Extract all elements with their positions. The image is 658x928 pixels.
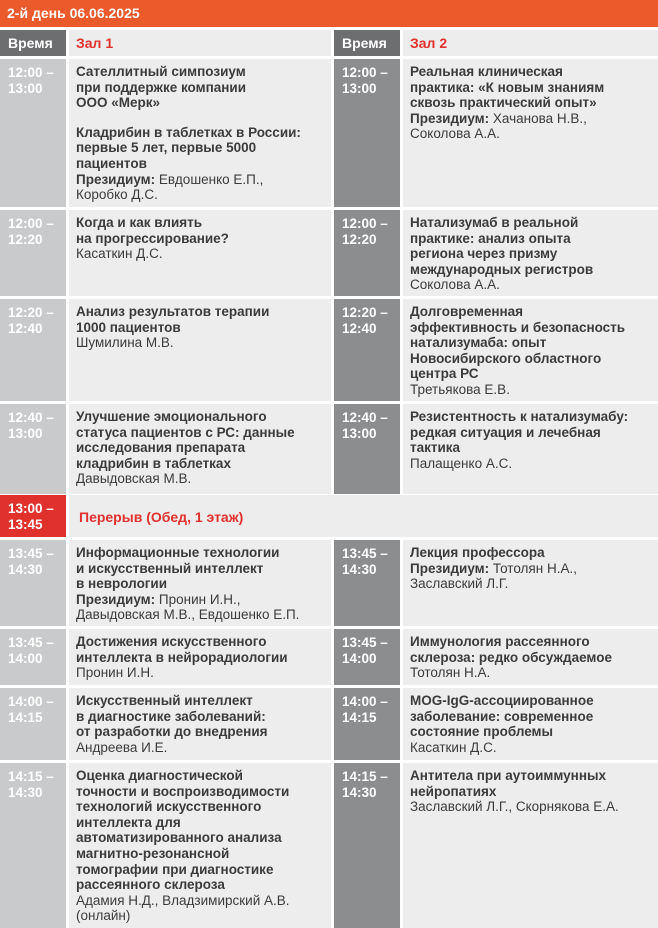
presidium-label: Президиум:	[76, 171, 156, 187]
time-end: 13:00	[8, 426, 43, 441]
session-title: на прогрессирование?	[76, 230, 229, 246]
session-line	[410, 382, 654, 398]
session-title: Сателлитный симпозиум	[76, 64, 246, 79]
speaker-names: Адамия Н.Д., Владзимирский А.В.	[76, 892, 290, 908]
session-line	[410, 665, 654, 681]
session-title: статуса пациентов с РС: данные	[76, 424, 295, 440]
session-line	[76, 607, 327, 623]
time-end: 12:20	[342, 232, 377, 247]
session-title: Кладрибин в таблетках в России:	[76, 124, 301, 140]
session-line	[410, 111, 654, 127]
speaker-names: Тотолян Н.А.,	[489, 560, 577, 576]
hall2b-session	[403, 540, 658, 626]
session-line	[76, 724, 327, 740]
session-line	[410, 709, 654, 725]
session-title: заболевание: современное	[410, 708, 594, 724]
session-title: интеллекта для	[76, 814, 181, 830]
session-line	[410, 440, 654, 456]
session-line	[76, 693, 327, 709]
time-end: 12:40	[342, 321, 377, 336]
session-line	[410, 366, 654, 382]
session-title: от разработки до внедрения	[76, 724, 268, 740]
hall-1-header: Зал 1	[69, 30, 331, 56]
hall1b-session	[69, 763, 331, 928]
day-header: 2-й день 06.06.2025	[0, 0, 658, 27]
session-line	[76, 335, 327, 351]
speaker-names: Пронин И.Н.,	[155, 591, 241, 607]
time-start: 14:15 –	[8, 769, 54, 784]
session-title: MOG-IgG-ассоциированное	[410, 693, 594, 708]
session-line	[76, 846, 327, 862]
session-line	[410, 634, 654, 650]
session-line	[76, 634, 327, 650]
time-start: 12:00 –	[8, 216, 54, 231]
hall1-session-time	[0, 404, 66, 494]
session-title: пациентов	[76, 155, 147, 171]
session-line	[410, 768, 654, 784]
hall2b-session	[403, 688, 658, 760]
speaker-names: (онлайн)	[76, 908, 131, 924]
session-title: Достижения искусственного	[76, 634, 267, 649]
session-line	[76, 740, 327, 756]
presidium-label: Президиум:	[76, 591, 156, 607]
session-line	[76, 877, 327, 893]
time-start: 12:40 –	[342, 410, 388, 425]
time-column-header-right: Время	[334, 30, 400, 56]
session-title: эффективность и безопасность	[410, 319, 626, 335]
speaker-names: Тотолян Н.А.	[410, 665, 491, 681]
session-title: Резистентность к натализумабу:	[410, 409, 629, 424]
session-line	[76, 215, 327, 231]
time-end: 13:00	[8, 81, 43, 96]
session-line	[410, 693, 654, 709]
presidium-label: Президиум:	[410, 560, 490, 576]
break-time	[0, 495, 66, 537]
hall1b-session-time	[0, 688, 66, 760]
session-title: Натализумаб в реальной	[410, 215, 579, 230]
time-start: 13:45 –	[342, 635, 388, 650]
session-line	[76, 231, 327, 247]
session-line	[410, 80, 654, 96]
speaker-names: Давыдовская М.В.	[76, 471, 192, 487]
speaker-names: Коробко Д.С.	[76, 187, 158, 203]
speaker-names: Андреева И.Е.	[76, 739, 168, 755]
hall1b-session	[69, 688, 331, 760]
session-title: практике: анализ опыта	[410, 230, 571, 246]
time-start: 14:00 –	[8, 694, 54, 709]
hall2-session-time	[334, 59, 400, 207]
speaker-names: Давыдовская М.В., Евдошенко Е.П.	[76, 607, 300, 623]
session-line	[76, 187, 327, 203]
session-line	[76, 592, 327, 608]
hall1b-session	[69, 540, 331, 626]
session-title: Информационные технологии	[76, 545, 280, 560]
hall1-session	[69, 404, 331, 494]
session-line	[76, 576, 327, 592]
session-title: международных регистров	[410, 261, 594, 277]
hall2b-session	[403, 629, 658, 685]
hall2b-session	[403, 763, 658, 928]
speaker-names: Евдошенко Е.П.,	[155, 171, 264, 187]
time-start: 12:00 –	[342, 216, 388, 231]
time-start: 13:45 –	[342, 546, 388, 561]
time-end: 13:00	[342, 426, 377, 441]
session-line	[76, 709, 327, 725]
speaker-names: Палащенко А.С.	[410, 455, 513, 471]
session-title: Лекция профессора	[410, 545, 545, 560]
session-title: Оценка диагностической	[76, 768, 243, 783]
hall1-session-time	[0, 59, 66, 207]
session-title: точности и воспроизводимости	[76, 783, 290, 799]
session-title: при поддержке компании	[76, 79, 247, 95]
hall1b-session-time	[0, 763, 66, 928]
session-title: Анализ результатов терапии	[76, 304, 270, 319]
session-title: интеллекта в нейрорадиологии	[76, 649, 288, 665]
session-line	[76, 440, 327, 456]
session-line	[76, 471, 327, 487]
session-line	[410, 231, 654, 247]
session-title: Долговременная	[410, 304, 524, 319]
speaker-names: Соколова А.А.	[410, 277, 500, 293]
time-end: 14:00	[8, 651, 43, 666]
session-title: первые 5 лет, первые 5000	[76, 140, 257, 156]
session-line	[76, 650, 327, 666]
session-line	[76, 425, 327, 441]
session-line	[410, 246, 654, 262]
time-end: 14:30	[342, 562, 377, 577]
session-line	[76, 862, 327, 878]
session-title: Когда и как влиять	[76, 215, 203, 230]
session-line	[410, 456, 654, 472]
speaker-names: Пронин И.Н.	[76, 665, 154, 681]
time-end: 14:00	[342, 651, 377, 666]
session-line	[76, 893, 327, 909]
session-line	[410, 650, 654, 666]
time-start: 14:15 –	[342, 769, 388, 784]
time-end: 14:15	[8, 710, 43, 725]
session-title: Антитела при аутоиммунных	[410, 768, 607, 783]
hall1b-session-time	[0, 540, 66, 626]
session-title: нейропатиях	[410, 783, 497, 799]
hall2-session	[403, 210, 658, 296]
time-end: 12:20	[8, 232, 43, 247]
hall2-session	[403, 404, 658, 494]
session-title: ООО «Мерк»	[76, 95, 161, 111]
speaker-names: Заславский Л.Г.	[410, 576, 509, 592]
session-line	[410, 277, 654, 293]
session-title: региона через призму	[410, 246, 558, 262]
session-line	[410, 799, 654, 815]
session-line	[410, 576, 654, 592]
time-start: 13:45 –	[8, 635, 54, 650]
session-title: натализумаба: опыт	[410, 335, 547, 351]
session-line	[410, 126, 654, 142]
time-end: 14:30	[8, 562, 43, 577]
session-line	[76, 246, 327, 262]
hall2b-session-time	[334, 540, 400, 626]
session-line	[76, 125, 327, 141]
session-line	[410, 304, 654, 320]
session-line	[76, 665, 327, 681]
session-line	[76, 561, 327, 577]
session-title: рассеянного склероза	[76, 877, 225, 893]
session-line	[76, 172, 327, 188]
session-title: склероза: редко обсуждаемое	[410, 649, 612, 665]
session-line	[76, 830, 327, 846]
session-title: автоматизированного анализа	[76, 830, 282, 846]
session-title: Реальная клиническая	[410, 64, 563, 79]
hall2b-session-time	[334, 763, 400, 928]
speaker-names: Соколова А.А.	[410, 126, 500, 142]
session-line	[410, 425, 654, 441]
session-title: центра РС	[410, 366, 479, 382]
session-line	[76, 140, 327, 156]
session-title: кладрибин в таблетках	[76, 455, 231, 471]
time-start: 12:00 –	[342, 65, 388, 80]
speaker-names: Шумилина М.В.	[76, 335, 174, 351]
hall2-session	[403, 59, 658, 207]
time-column-header-left: Время	[0, 30, 66, 56]
time-end: 14:15	[342, 710, 377, 725]
spacer	[76, 111, 327, 125]
break-label: Перерыв (Обед, 1 этаж)	[69, 495, 658, 537]
time-start: 13:45 –	[8, 546, 54, 561]
hall1b-session	[69, 629, 331, 685]
session-line	[76, 799, 327, 815]
session-line	[410, 351, 654, 367]
session-line	[76, 456, 327, 472]
break-time-start: 13:00 –	[8, 501, 54, 516]
time-end: 14:30	[342, 785, 377, 800]
session-line	[76, 304, 327, 320]
session-line	[76, 95, 327, 111]
session-line	[410, 95, 654, 111]
session-title: редкая ситуация и лечебная	[410, 424, 601, 440]
speaker-names: Третьякова Е.В.	[410, 381, 510, 397]
time-start: 12:20 –	[8, 305, 54, 320]
session-line	[410, 724, 654, 740]
session-line	[76, 768, 327, 784]
session-line	[76, 784, 327, 800]
break-time-end: 13:45	[8, 517, 43, 532]
presidium-label: Президиум:	[410, 110, 490, 126]
session-line	[410, 215, 654, 231]
session-line	[410, 740, 654, 756]
session-title: технологий искусственного	[76, 799, 262, 815]
session-line	[410, 335, 654, 351]
session-line	[76, 64, 327, 80]
hall2-session-time	[334, 299, 400, 401]
hall1-session	[69, 299, 331, 401]
session-line	[410, 320, 654, 336]
session-line	[76, 815, 327, 831]
session-line	[76, 156, 327, 172]
session-title: 1000 пациентов	[76, 319, 181, 335]
time-start: 12:40 –	[8, 410, 54, 425]
session-line	[410, 409, 654, 425]
session-title: Искусственный интеллект	[76, 693, 253, 708]
session-title: Иммунология рассеянного	[410, 634, 590, 649]
session-title: практика: «К новым знаниям	[410, 79, 605, 95]
hall1-session-time	[0, 210, 66, 296]
session-line	[410, 561, 654, 577]
hall1-session	[69, 210, 331, 296]
hall2-session-time	[334, 210, 400, 296]
hall2b-session-time	[334, 629, 400, 685]
session-title: тактика	[410, 440, 461, 456]
session-title: сквозь практический опыт»	[410, 95, 597, 111]
speaker-names: Заславский Л.Г., Скорнякова Е.А.	[410, 799, 619, 815]
session-title: состояние проблемы	[410, 724, 554, 740]
session-line	[410, 64, 654, 80]
speaker-names: Касаткин Д.С.	[410, 739, 497, 755]
session-title: магнитно-резонансной	[76, 845, 230, 861]
session-title: и искусственный интеллект	[76, 560, 264, 576]
time-start: 12:00 –	[8, 65, 54, 80]
session-line	[410, 784, 654, 800]
session-line	[410, 262, 654, 278]
session-line	[76, 80, 327, 96]
hall1-session	[69, 59, 331, 207]
hall-2-header: Зал 2	[403, 30, 658, 56]
session-line	[76, 409, 327, 425]
hall2-session	[403, 299, 658, 401]
time-end: 13:00	[342, 81, 377, 96]
session-title: в диагностике заболеваний:	[76, 708, 266, 724]
time-end: 14:30	[8, 785, 43, 800]
session-line	[76, 908, 327, 924]
hall1-session-time	[0, 299, 66, 401]
session-title: Новосибирского областного	[410, 350, 602, 366]
time-start: 12:20 –	[342, 305, 388, 320]
session-line	[410, 545, 654, 561]
speaker-names: Хачанова Н.В.,	[489, 110, 587, 126]
session-title: в неврологии	[76, 576, 168, 592]
hall2-session-time	[334, 404, 400, 494]
session-line	[76, 545, 327, 561]
time-start: 14:00 –	[342, 694, 388, 709]
session-line	[76, 320, 327, 336]
time-end: 12:40	[8, 321, 43, 336]
hall1b-session-time	[0, 629, 66, 685]
session-title: томографии при диагностике	[76, 861, 274, 877]
speaker-names: Касаткин Д.С.	[76, 246, 163, 262]
session-title: Улучшение эмоционального	[76, 409, 267, 424]
session-title: исследования препарата	[76, 440, 246, 456]
hall2b-session-time	[334, 688, 400, 760]
